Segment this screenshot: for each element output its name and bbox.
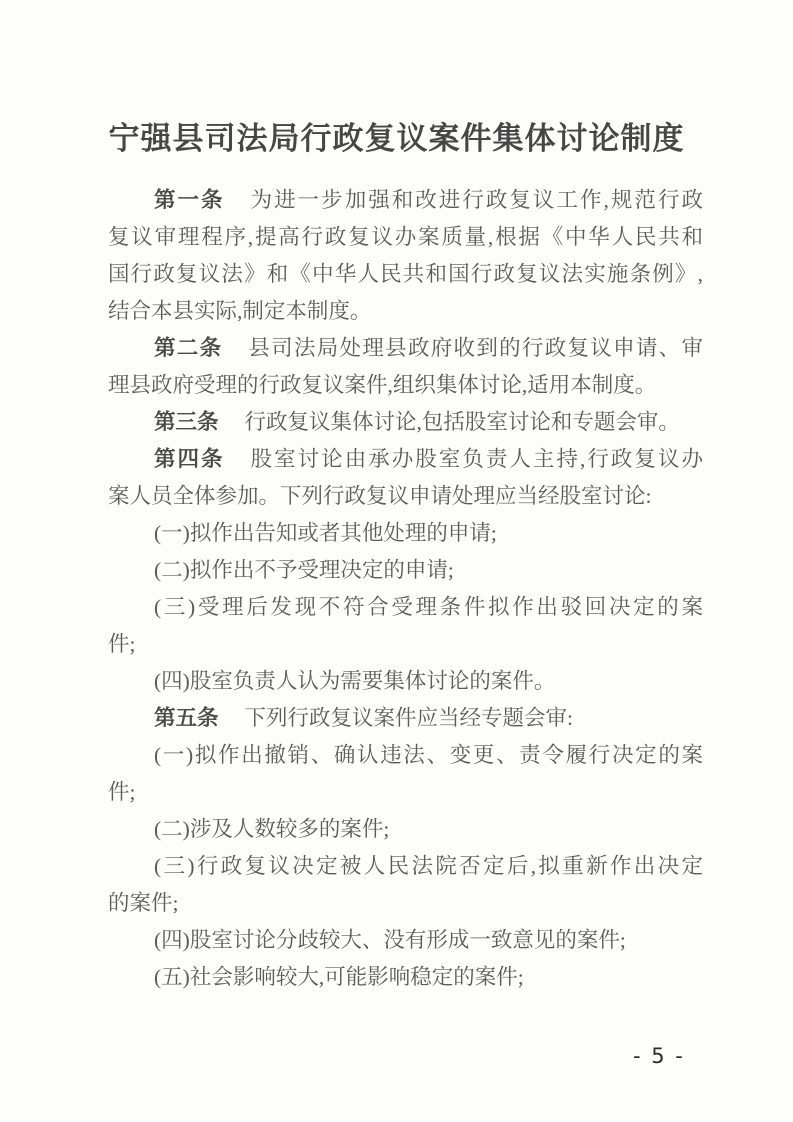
text-line: [108, 330, 703, 367]
line-text: 县司法局处理县政府收到的行政复议申请、审: [248, 336, 703, 360]
article-5-item-4: [108, 922, 703, 959]
text-line: (一)拟作出撤销、确认违法、变更、责令履行决定的案: [154, 743, 703, 767]
text-line: 复议审理程序,提高行政复议办案质量,根据《中华人民共和: [108, 225, 703, 249]
article-5-item-5: [108, 959, 703, 996]
line-text: 股室讨论由承办股室负责人主持,行政复议办: [250, 447, 703, 471]
article-1: [108, 182, 703, 330]
text-line: (三)受理后发现不符合受理条件拟作出驳回决定的案: [154, 595, 703, 619]
text-line: (四)股室讨论分歧较大、没有形成一致意见的案件;: [154, 928, 626, 952]
article-label: 第五条: [154, 706, 219, 730]
line-text: 为进一步加强和改进行政复议工作,规范行政: [250, 188, 703, 212]
text-line: [108, 700, 703, 737]
text-line: (一)拟作出告知或者其他处理的申请;: [154, 521, 497, 545]
article-label: 第三条: [154, 410, 219, 434]
text-line: 件;: [108, 632, 136, 656]
article-5: [108, 700, 703, 737]
text-line: (三)行政复议决定被人民法院否定后,拟重新作出决定: [154, 854, 703, 878]
page-number: - 5 -: [633, 1044, 685, 1068]
text-line: 理县政府受理的行政复议案件,组织集体讨论,适用本制度。: [108, 373, 657, 397]
article-2: [108, 330, 703, 404]
text-line: 的案件;: [108, 891, 179, 915]
text-line: 件;: [108, 780, 136, 804]
article-4-item-1: [108, 515, 703, 552]
text-line: 国行政复议法》和《中华人民共和国行政复议法实施条例》,: [108, 262, 703, 286]
article-3: [108, 404, 703, 441]
text-line: (四)股室负责人认为需要集体讨论的案件。: [154, 669, 556, 693]
article-5-item-2: [108, 811, 703, 848]
article-label: 第四条: [154, 447, 225, 471]
article-4-item-3: [108, 589, 703, 663]
text-line: 结合本县实际,制定本制度。: [108, 299, 372, 323]
article-label: 第一条: [154, 188, 225, 212]
document-body: [108, 182, 703, 996]
article-label: 第二条: [154, 336, 223, 360]
article-4-item-2: [108, 552, 703, 589]
text-line: [108, 404, 703, 441]
article-4-item-4: [108, 663, 703, 700]
line-text: 下列行政复议案件应当经专题会审:: [244, 706, 573, 730]
article-4: [108, 441, 703, 515]
article-5-item-3: [108, 848, 703, 922]
text-line: 案人员全体参加。下列行政复议申请处理应当经股室讨论:: [108, 484, 652, 508]
text-line: (二)涉及人数较多的案件;: [154, 817, 390, 841]
text-line: (五)社会影响较大,可能影响稳定的案件;: [154, 965, 524, 989]
text-line: [108, 182, 703, 219]
text-line: (二)拟作出不予受理决定的申请;: [154, 558, 454, 582]
text-line: [108, 441, 703, 478]
document-title: 宁强县司法局行政复议案件集体讨论制度: [108, 120, 685, 156]
article-5-item-1: [108, 737, 703, 811]
line-text: 行政复议集体讨论,包括股室讨论和专题会审。: [244, 410, 680, 434]
